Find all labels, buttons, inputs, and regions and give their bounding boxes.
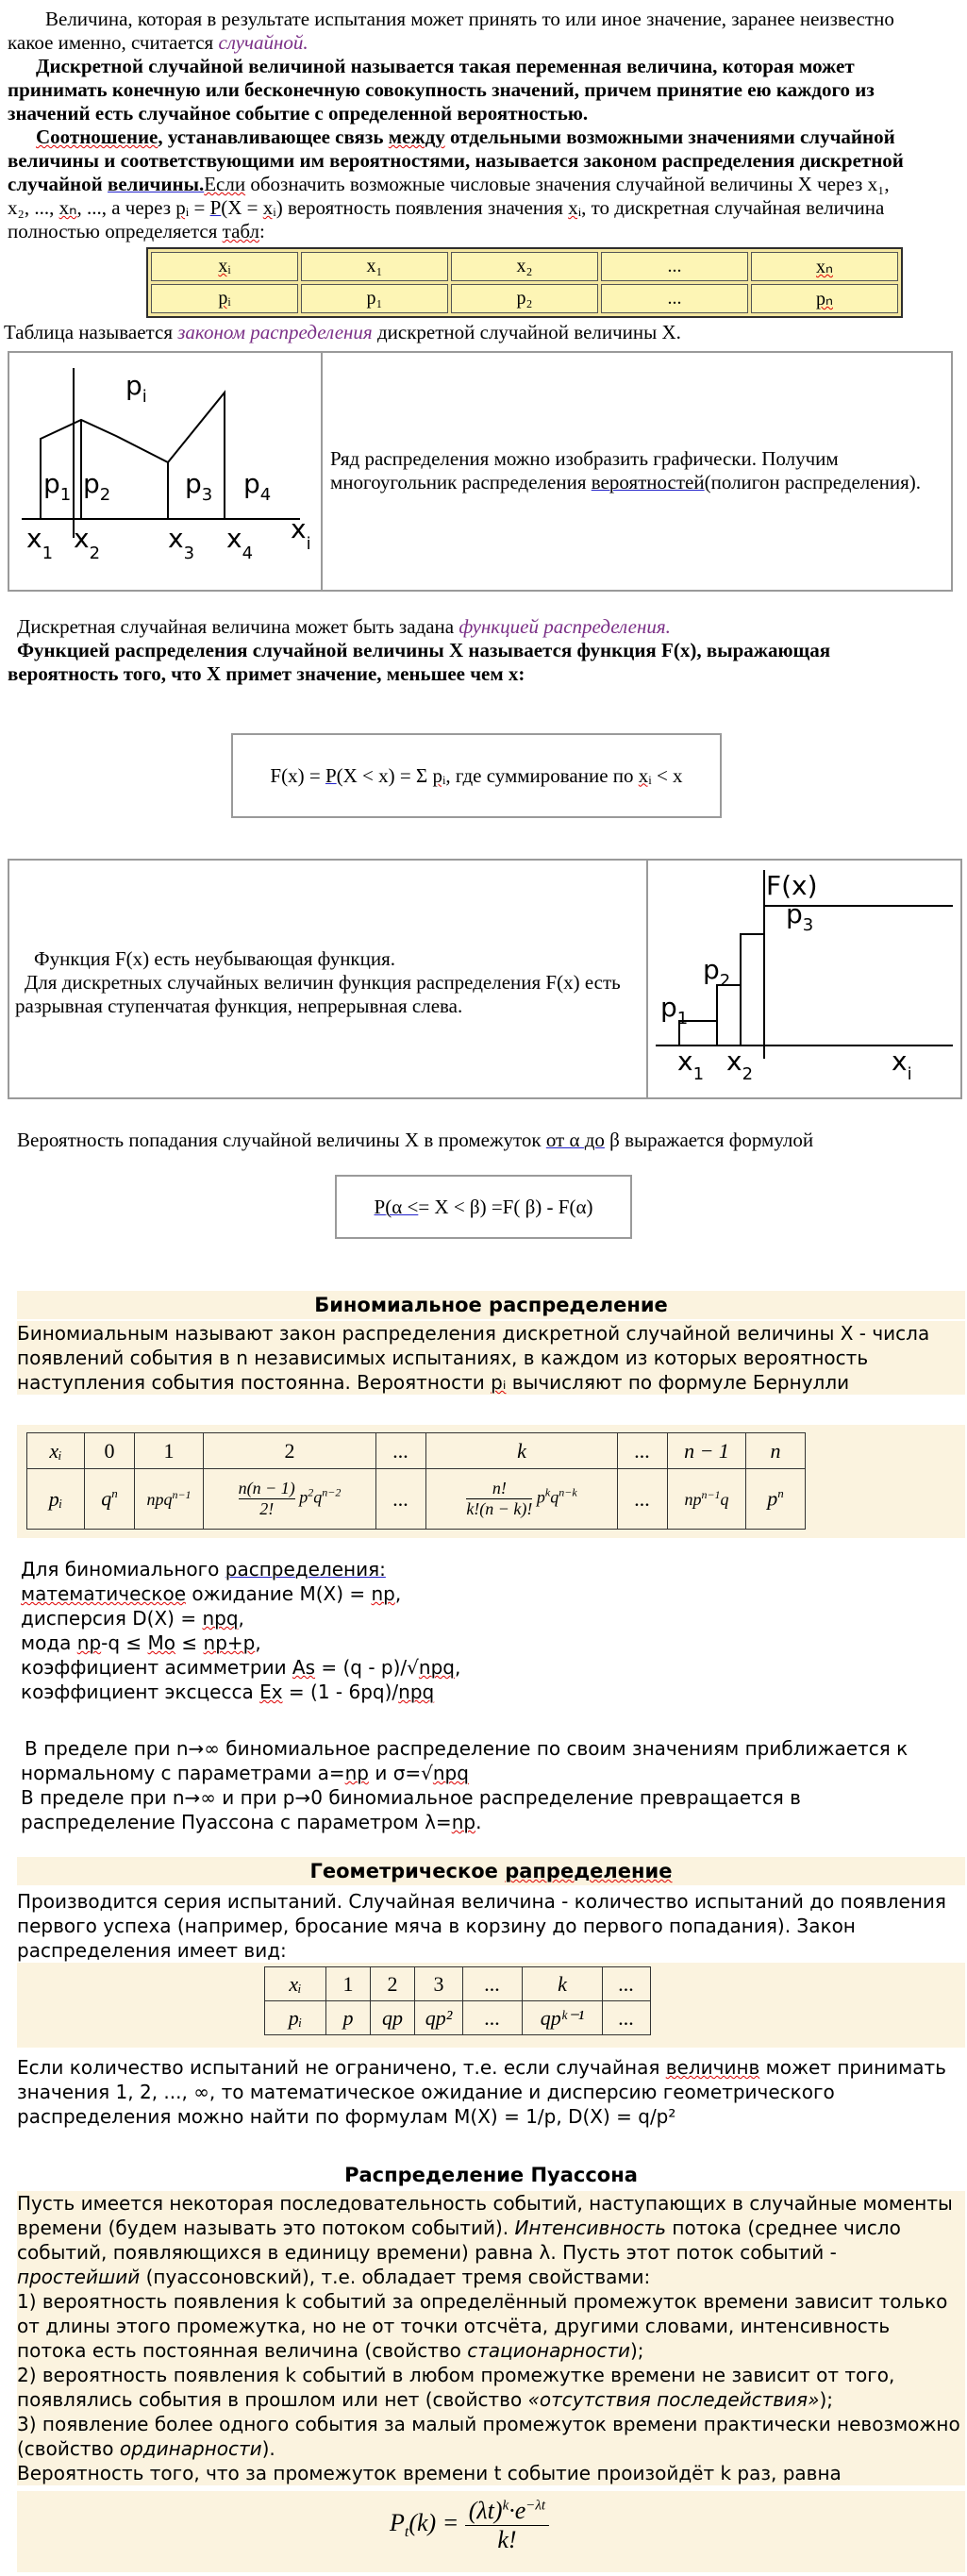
formula-c2: $\frac{n(n - 1)}{2!}$ $p^2q^{n-2}$ (204, 1469, 376, 1530)
cdf-block (8, 615, 913, 686)
label-sp2: $p_2$ (703, 954, 731, 991)
intro-paragraph-3: Соотношение, устанавливающее связь между отдельными возможными значениями случайной величины и соответствующими им вероятностями, называется законом распределения дискретной случайной величины.Если обозначить возможные числовые значения случайной величины X через x₁, x₂, ..., xₙ, ..., а через pᵢ = P(X = xᵢ) вероятность появления значения xᵢ, то дискретная случайная величина полностью определяется табл: (8, 125, 904, 243)
formula-npn: $np^{n-1}q$ (668, 1469, 746, 1530)
polygon-text: Ряд распределения можно изобразить графически. Получим многоугольник распределения вероятностей(полигон распределения). (330, 447, 921, 493)
binomial-properties: Для биномиального распределения: математическое ожидание M(X) = np, дисперсия D(X) = npq, мода np-q ≤ Mo ≤ np+p, коэффициент асимметрии As = (q - p)/√npq, коэффициент эксцесса Ex = (1 - 6pq)/npq (21, 1558, 461, 1703)
label-p4: $p_4$ (243, 468, 272, 505)
step-chart (651, 861, 960, 1096)
interval-text: Вероятность попадания случайной величины X в промежуток от α до β выражается формулой (17, 1129, 814, 1151)
binomial-table (26, 1432, 806, 1530)
binomial-title: Биномиальное распределение (314, 1294, 668, 1316)
table-row: pᵢ $q^n$ npq$^{n-1}$ $\frac{n(n - 1)}{2!}$ $p^2q^{n-2}$ ... $\frac{n!}{k!(n - k)!}$ $p^kq^{n-k}$ ... $np^{n-1}q$ $p^n$ (27, 1469, 806, 1530)
interval-formula: P(α <= X < β) =F( β) - F(α) (374, 1195, 593, 1218)
label-sp3: $p_3$ (786, 898, 814, 935)
interval-formula-box (335, 1175, 632, 1239)
step-divider (646, 861, 648, 1097)
binomial-paragraph: Биномиальным называют закон распределения дискретной случайной величины X - числа появлений события в n независимых испытаниях, в каждом из которых вероятность наступления события постоянна. Вероятности pᵢ вычисляют по формуле Бернулли (17, 1321, 965, 1395)
label-x1: $x_1$ (26, 523, 54, 563)
geometric-title: Геометрическое рапределение (309, 1860, 673, 1882)
poisson-title: Распределение Пуассона (344, 2164, 638, 2186)
table-row: xᵢ 1 2 3 ... k ... (265, 1967, 651, 2001)
label-x3: $x_3$ (168, 523, 195, 563)
step-box (8, 859, 962, 1099)
label-x4: $x_4$ (226, 523, 254, 563)
formula-ck: $\frac{n!}{k!(n - k)!}$ $p^kq^{n-k}$ (426, 1469, 618, 1530)
binomial-limits: В пределе при n→∞ биномиальное распределение по своим значениям приближается к нормальному с параметрами a=np и σ=√npq В пределе при n→∞ и при p→0 биномиальное распределение превращается в распределение Пуассона с параметром λ=np. (21, 1737, 909, 1833)
label-p1: $p_1$ (43, 468, 72, 505)
intro-block (8, 8, 913, 243)
cdf-definition: Функцией распределения случайной величины X называется функция F(x), выражающая вероятность того, что X примет значение, меньшее чем x: (8, 639, 831, 685)
geometric-paragraph: Производится серия испытаний. Случайная величина - количество испытаний до появления первого успеха (например, бросание мяча в корзину до первого попадания). Закон распределения имеет вид: (17, 1890, 946, 1962)
poisson-formula: $P_t(k)$ = $\frac{(\lambda t)^k\cdot e^{-\lambda t}}{k!}$ (390, 2497, 549, 2554)
poisson-title-bar (17, 2161, 965, 2189)
label-sx1: $x_1$ (677, 1045, 705, 1084)
formula-qn: $q^n$ (85, 1469, 135, 1530)
polygon-chart (17, 359, 319, 585)
step-text: Функция F(x) есть неубывающая функция. Для дискретных случайных величин функция распределения F(x) есть разрывная ступенчатая функция, непрерывная слева. (15, 947, 621, 1017)
polygon-box (8, 351, 953, 592)
label-p3: $p_3$ (185, 468, 213, 505)
label-sx2: $x_2$ (726, 1045, 754, 1084)
poisson-body: Пусть имеется некоторая последовательность событий, наступающих в случайные моменты времени (будем называть это потоком событий). Интенсивность потока (среднее число событий, появляющихся в единицу времени) равна λ. Пусть этот поток событий - простейший (пуассоновский), т.е. обладает тремя свойствами: 1) вероятность появления k событий за определённый промежуток времени зависит только от длины этого промежутка, но не от точки отсчёта, другими словами, интенсивность потока есть постоянная величина (свойство стационарности); 2) вероятность появления k событий в любом промежутке времени не зависит от того, появлялись события в прошлом или нет (свойство «отсутствия последействия»); 3) появление более одного события за малый промежуток времени практически невозможно (свойство ординарности). Вероятность того, что за промежуток времени t событие произойдёт k раз, равна (17, 2191, 965, 2485)
cdf-formula-box (231, 733, 722, 818)
formula-npq: npq$^{n-1}$ (135, 1469, 204, 1530)
table-row: pᵢ p qp qp² ... qpᵏ⁻¹ ... (265, 2001, 651, 2035)
label-pi: $p_i$ (125, 370, 147, 407)
geometric-table-wrap (17, 1963, 965, 2048)
polygon-divider (321, 353, 323, 590)
geometric-title-bar (17, 1857, 965, 1885)
geometric-table (264, 1966, 651, 2035)
distribution-table (146, 247, 903, 318)
binomial-title-bar (17, 1291, 965, 1319)
label-sp1: $p_1$ (660, 992, 689, 1029)
cdf-intro: Дискретная случайная величина может быть задана функцией распределения. (17, 615, 671, 638)
binomial-table-wrap (17, 1425, 965, 1538)
label-F: F(x) (766, 870, 818, 901)
poisson-formula-wrap (17, 2491, 965, 2572)
label-xi: $x_i$ (291, 513, 311, 554)
label-x2: $x_2$ (74, 523, 101, 563)
label-sxi: $x_i$ (892, 1045, 912, 1084)
geometric-paragraph-2: Если количество испытаний не ограничено, т.е. если случайная величинв может принимать значения 1, 2, ..., ∞, то математическое ожидание и дисперсию геометрического распределения можно найти по формулам M(X) = 1/p, D(X) = q/p² (17, 2056, 946, 2128)
cdf-formula: F(x) = P(X < x) = Σ pᵢ, где суммирование по xᵢ < x (270, 763, 683, 787)
intro-paragraph-2: Дискретной случайной величиной называется такая переменная величина, которая может принимать конечную или бесконечную совокупность значений, причем принятие ею каждого из значений есть случайное событие с определенной вероятностью. (8, 55, 875, 125)
table-row: xᵢ x₁ x₂ ... xₙ (151, 252, 898, 281)
label-p2: $p_2$ (83, 468, 111, 505)
table-caption: Таблица называется законом распределения дискретной случайной величины X. (4, 321, 681, 343)
formula-pn: $p^n$ (746, 1469, 806, 1530)
table-row: pᵢ p₁ p₂ ... pₙ (151, 284, 898, 313)
table-row: xᵢ 0 1 2 ... k ... n − 1 n (27, 1433, 806, 1469)
term-random: случайной. (218, 31, 308, 54)
intro-paragraph-1: Величина, которая в результате испытания может принять то или иное значение, заранее неизвестно какое именно, считается случайной. (8, 8, 894, 54)
